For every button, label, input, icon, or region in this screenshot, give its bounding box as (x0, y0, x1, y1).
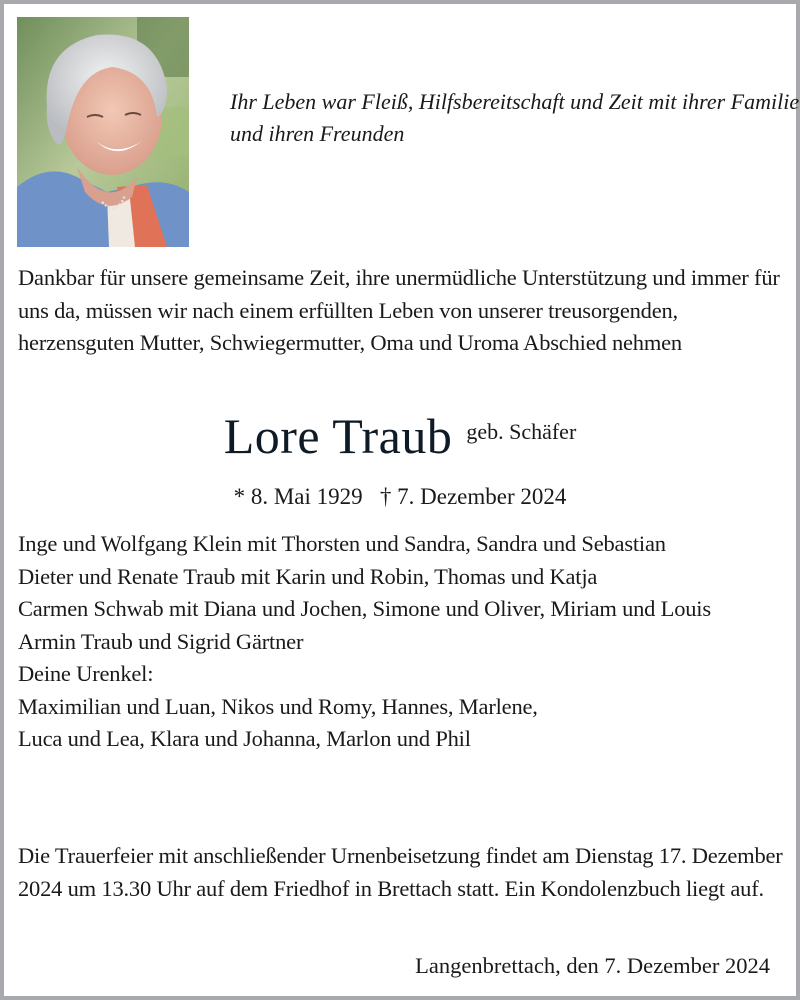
motto-quote: Ihr Leben war Fleiß, Hilfsbereitschaft und Zeit mit ihrer Familie und ihren Freunden (230, 89, 800, 146)
maiden-name: geb. Schäfer (466, 419, 577, 444)
name-heading (4, 406, 796, 466)
great-grandchildren-label: Deine Urenkel: (18, 661, 154, 686)
intro-paragraph: Dankbar für unsere gemeinsame Zeit, ihre unermüdliche Unterstützung und immer für uns da, müssen wir nach einem erfüllten Leben von unserer treusorgenden, herzensguten Mutter, Schwiegermutter, Oma und Uroma Abschied nehmen (18, 265, 780, 355)
life-dates (4, 482, 796, 512)
family-line: Luca und Lea, Klara und Johanna, Marlon und Phil (18, 726, 471, 751)
family-line: Maximilian und Luan, Nikos und Romy, Hannes, Marlene, (18, 693, 538, 719)
family-line: Carmen Schwab mit Diana und Jochen, Simone und Oliver, Miriam und Louis (18, 596, 711, 621)
family-line: Dieter und Renate Traub mit Karin und Robin, Thomas und Katja (18, 563, 598, 589)
deceased-name: Lore Traub (223, 408, 453, 464)
portrait-photo (17, 17, 189, 247)
obituary-notice (4, 4, 800, 996)
birth-date: * 8. Mai 1929 (233, 484, 363, 509)
family-line: Armin Traub und Sigrid Gärtner (18, 628, 304, 654)
portrait-image (17, 17, 189, 247)
death-date: † 7. Dezember 2024 (379, 484, 567, 509)
family-list (18, 528, 788, 756)
ceremony-info: Die Trauerfeier mit anschließender Urnenbeisetzung findet am Dienstag 17. Dezember 2024 um 13.30 Uhr auf dem Friedhof in Brettach statt. Ein Kondolenzbuch liegt auf. (18, 843, 783, 901)
family-line: Inge und Wolfgang Klein mit Thorsten und Sandra, Sandra und Sebastian (18, 531, 666, 556)
place-and-date: Langenbrettach, den 7. Dezember 2024 (415, 953, 770, 978)
